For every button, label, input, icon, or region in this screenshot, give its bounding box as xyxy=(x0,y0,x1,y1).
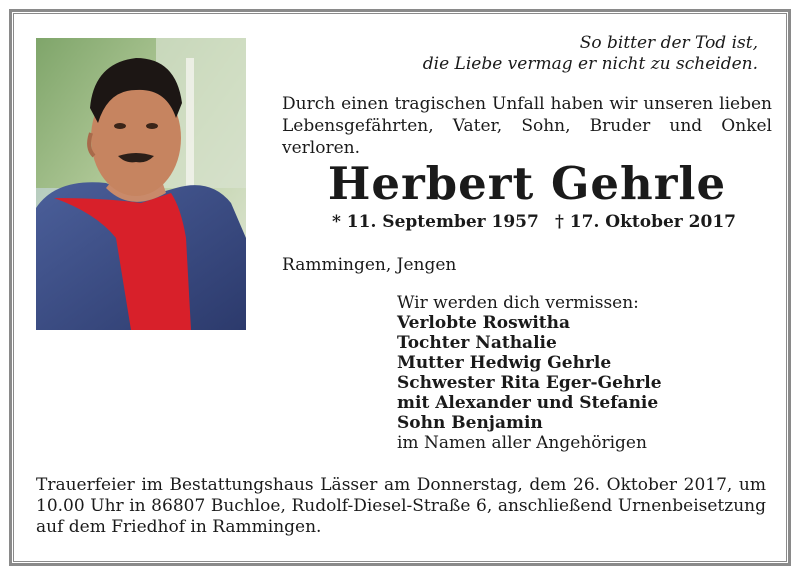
quote xyxy=(338,33,758,75)
mourners-list xyxy=(397,293,662,453)
quote-line-1: So bitter der Tod ist, xyxy=(579,33,758,53)
service-line-1: Trauerfeier im Bestattungshaus Lässer am Donnerstag, dem 26. Oktober 2017, um xyxy=(36,475,766,495)
mourner-name: Schwester Rita Eger-Gehrle xyxy=(397,373,662,393)
mourner-name: Tochter Nathalie xyxy=(397,333,557,353)
mourner-name: Mutter Hedwig Gehrle xyxy=(397,353,612,373)
mourners-intro: Wir werden dich vermissen: xyxy=(397,293,639,313)
mourner-name: Verlobte Roswitha xyxy=(397,313,571,333)
mourners-closing: im Namen aller Angehörigen xyxy=(397,433,647,453)
portrait-photo xyxy=(36,38,246,330)
death-date: † 17. Oktober 2017 xyxy=(555,212,736,232)
intro-text xyxy=(282,93,772,159)
intro-line-1: Durch einen tragischen Unfall haben wir unseren lieben xyxy=(282,94,772,114)
deceased-name: Herbert Gehrle xyxy=(327,157,727,210)
intro-line-2: Lebensgefährten, Vater, Sohn, Bruder und Onkel verloren. xyxy=(282,116,772,158)
service-line-3: auf dem Friedhof in Rammingen. xyxy=(36,517,322,537)
place-of-residence: Rammingen, Jengen xyxy=(282,255,457,275)
funeral-service-info xyxy=(36,475,766,538)
birth-date: * 11. September 1957 xyxy=(332,212,539,232)
service-line-2: 10.00 Uhr in 86807 Buchloe, Rudolf-Diesel-Straße 6, anschließend Urnenbeisetzung xyxy=(36,496,766,516)
quote-line-2: die Liebe vermag er nicht zu scheiden. xyxy=(422,54,758,74)
mourner-name: mit Alexander und Stefanie xyxy=(397,393,659,413)
mourner-name: Sohn Benjamin xyxy=(397,413,543,433)
